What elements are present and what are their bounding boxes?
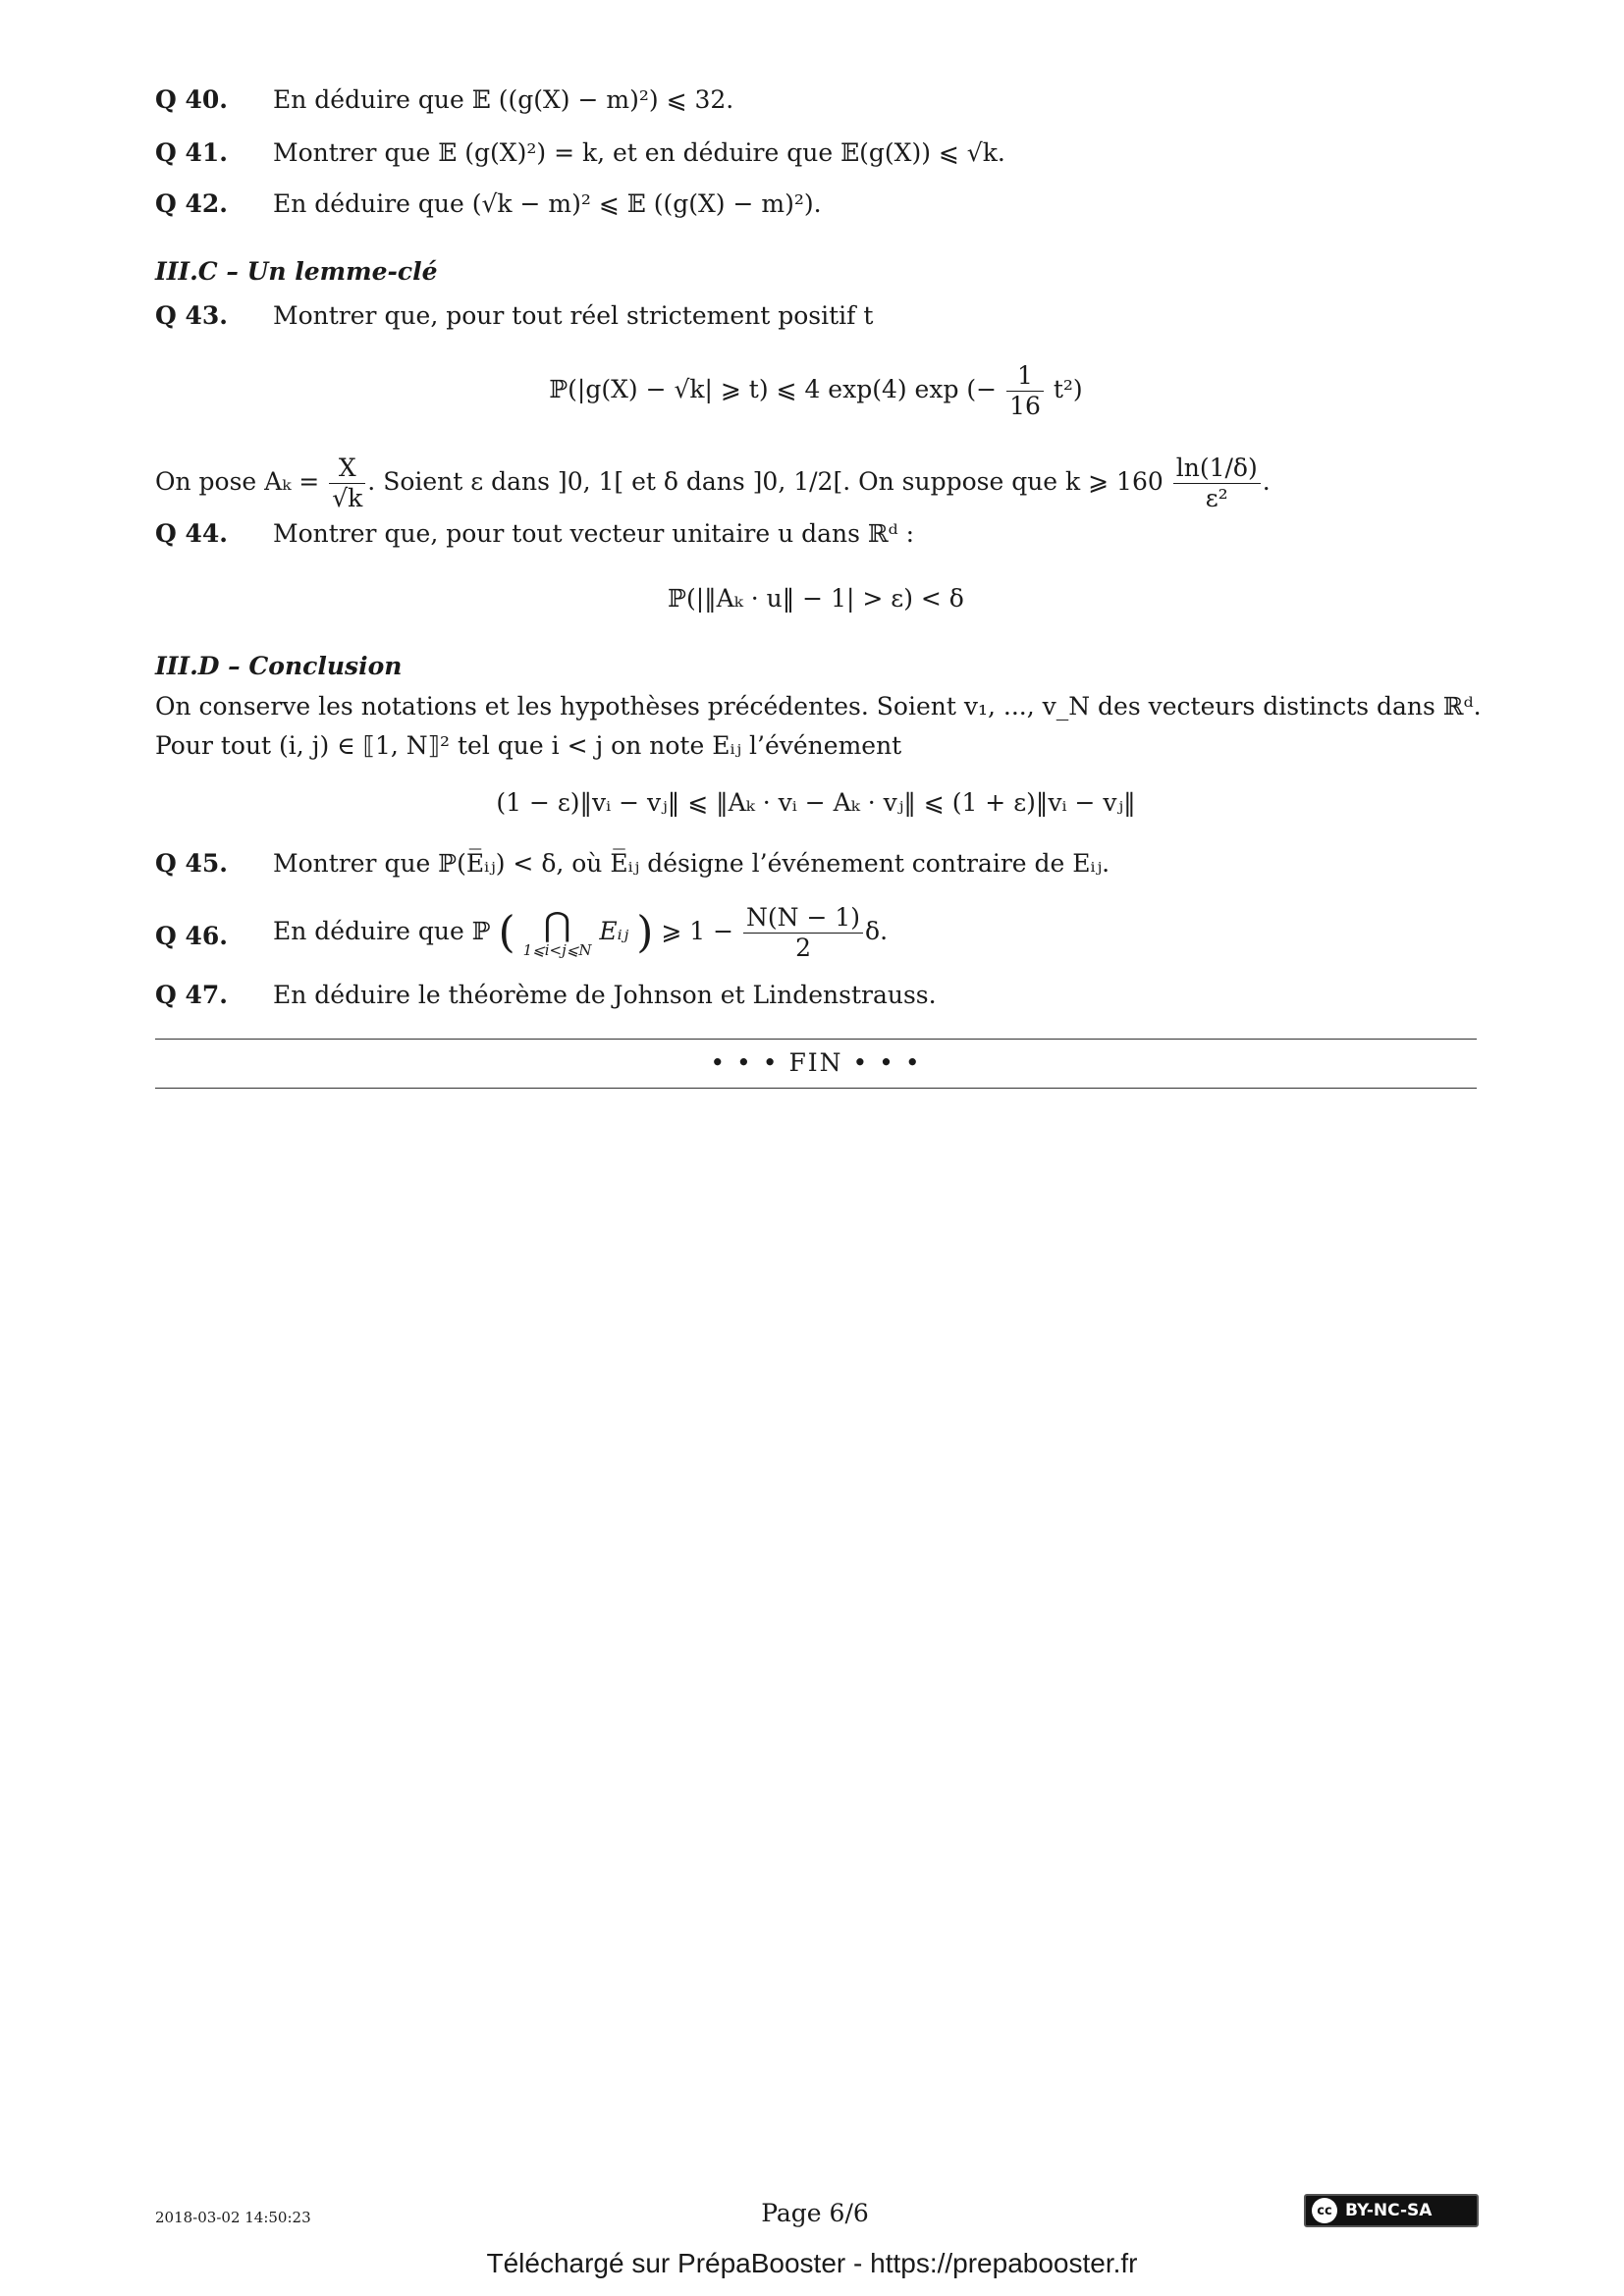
right-paren: ) <box>636 907 654 958</box>
question-label: Q 45. <box>155 849 228 878</box>
question-text <box>273 903 888 963</box>
pose-text: On pose Aₖ = <box>155 467 320 496</box>
page-number: Page 6/6 <box>761 2199 869 2227</box>
question-text: En déduire le théorème de Johnson et Lindenstrauss. <box>273 981 937 1009</box>
equation-part: ℙ(|g(X) − √k| ⩾ t) ⩽ 4 exp(4) exp (− <box>549 375 998 403</box>
intersection-index: 1⩽i<j⩽N <box>522 940 592 959</box>
intersection <box>522 904 592 959</box>
fraction <box>1006 361 1044 421</box>
fraction <box>743 903 863 963</box>
equation-part: t²) <box>1053 375 1083 403</box>
section-title-iii-d: III.D – Conclusion <box>155 652 403 680</box>
question-text: Montrer que ℙ(E̅ᵢⱼ) < δ, où E̅ᵢⱼ désigne l’événement contraire de Eᵢⱼ. <box>273 849 1110 878</box>
question-text: En déduire que (√k − m)² ⩽ 𝔼 ((g(X) − m)²). <box>273 189 822 218</box>
question-label: Q 42. <box>155 189 228 218</box>
question-label: Q 40. <box>155 85 228 114</box>
paragraph-d-line-2: Pour tout (i, j) ∈ ⟦1, N⟧² tel que i < j on note Eᵢⱼ l’événement <box>155 731 902 760</box>
left-paren: ( <box>498 907 515 958</box>
fraction-denominator: √k <box>332 484 363 512</box>
fraction-numerator: N(N − 1) <box>743 903 863 934</box>
divider-bottom <box>155 1088 1477 1089</box>
fraction-denominator: ε² <box>1205 484 1228 512</box>
question-text: En déduire que 𝔼 ((g(X) − m)²) ⩽ 32. <box>273 85 734 114</box>
question-text: Montrer que 𝔼 (g(X)²) = k, et en déduire que 𝔼(g(X)) ⩽ √k. <box>273 138 1005 167</box>
question-text-part: En déduire que ℙ <box>273 917 491 945</box>
fraction <box>329 454 365 513</box>
cc-icon: cc <box>1312 2198 1337 2223</box>
equation-event: (1 − ε)‖vᵢ − vⱼ‖ ⩽ ‖Aₖ · vᵢ − Aₖ · vⱼ‖ ⩽ (1 + ε)‖vᵢ − vⱼ‖ <box>496 788 1136 817</box>
intersection-symbol: ⋂ <box>543 904 571 944</box>
paragraph-d-line-1: On conserve les notations et les hypothèses précédentes. Soient v₁, ..., v_N des vecteurs distincts dans ℝᵈ. <box>155 692 1482 721</box>
pose-text: . Soient ε dans ]0, 1[ et δ dans ]0, 1/2[. On suppose que k ⩾ 160 <box>367 467 1164 496</box>
license-badge[interactable] <box>1304 2194 1479 2227</box>
intersection-term: Eᵢⱼ <box>599 917 629 945</box>
fraction <box>1173 454 1261 513</box>
question-label: Q 47. <box>155 981 228 1009</box>
paragraph-pose <box>155 444 1477 512</box>
question-text-part: ⩾ 1 − <box>661 917 734 945</box>
question-label: Q 43. <box>155 301 228 330</box>
fraction-denominator: 16 <box>1009 392 1041 420</box>
download-source-link[interactable]: Téléchargé sur PrépaBooster - https://prepabooster.fr <box>486 2248 1138 2278</box>
end-marker: • • • FIN • • • <box>710 1048 922 1077</box>
fraction-numerator: 1 <box>1006 361 1044 392</box>
question-label: Q 41. <box>155 138 228 167</box>
equation-43 <box>155 361 1477 421</box>
footer-timestamp: 2018-03-02 14:50:23 <box>155 2209 311 2226</box>
pose-definition <box>155 454 1271 513</box>
divider-top <box>155 1039 1477 1040</box>
question-label: Q 44. <box>155 519 228 548</box>
question-46 <box>155 895 1477 984</box>
license-label: BY-NC-SA <box>1345 2201 1433 2220</box>
question-text: Montrer que, pour tout réel strictement positif t <box>273 301 874 330</box>
question-label: Q 46. <box>155 922 228 950</box>
fraction-denominator: 2 <box>795 934 811 962</box>
section-title-iii-c: III.C – Un lemme-clé <box>155 257 438 286</box>
question-text: Montrer que, pour tout vecteur unitaire u dans ℝᵈ : <box>273 519 915 548</box>
fraction-numerator: ln(1/δ) <box>1173 454 1261 484</box>
pose-text: . <box>1262 467 1271 496</box>
question-text-part: δ. <box>865 917 889 945</box>
fraction-numerator: X <box>329 454 365 484</box>
equation-44: ℙ(|‖Aₖ · u‖ − 1| > ε) < δ <box>668 584 964 613</box>
